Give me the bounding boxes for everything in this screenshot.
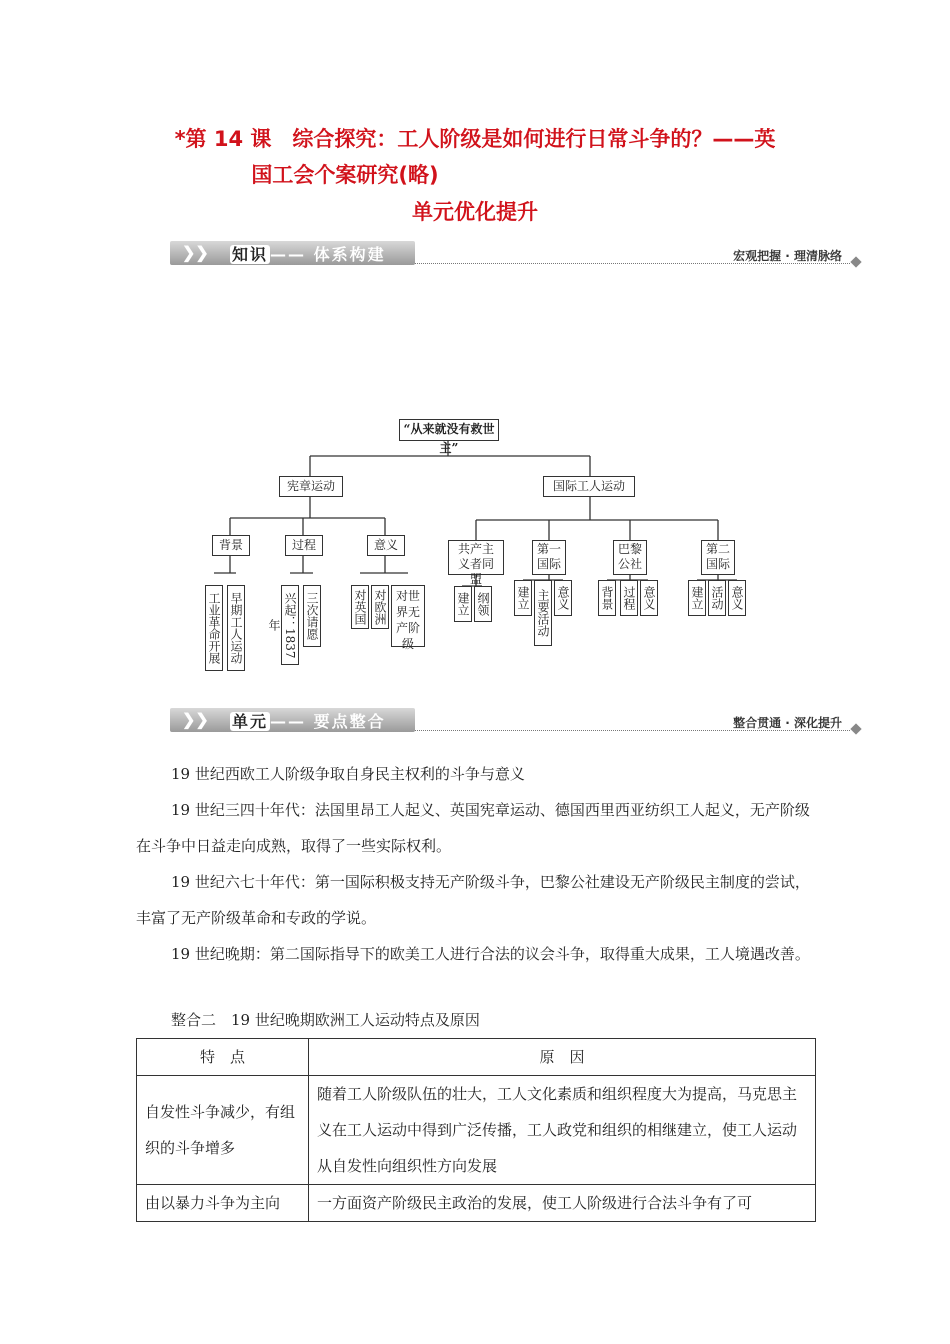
table-cell: 一方面资产阶级民主政治的发展，使工人阶级进行合法斗争有了可 (309, 1185, 816, 1222)
integration-two-heading: 整合二 19 世纪晚期欧洲工人运动特点及原因 (171, 1011, 480, 1029)
leaf-three-petitions: 三次请愿 (303, 585, 321, 647)
leaf-industrial-revolution: 工业革命开展 (205, 585, 223, 671)
leaf-pc-process: 过程 (620, 580, 638, 616)
leaf-early-labor: 早期工人运动 (227, 585, 245, 671)
lesson-title-line2: 国工会个案研究(略) (251, 163, 439, 187)
table-header-row (137, 1039, 816, 1076)
features-table (136, 1038, 816, 1222)
banner-label-big: 知识 (232, 245, 269, 264)
banner-label: —— 要点整合 (270, 712, 386, 731)
node-second-international: 第二国际 (701, 540, 735, 575)
section-title: 单元优化提升 (412, 200, 538, 224)
leaf-rise-1837: 兴起：1837年 (281, 585, 299, 665)
leaf-cl-program: 纲领 (474, 586, 492, 622)
banner-label-big: 单元 (232, 712, 269, 731)
diagram-root: “从来就没有救世主” (399, 419, 499, 441)
paragraph-heading: 19 世纪西欧工人阶级争取自身民主权利的斗争与意义 (171, 765, 525, 783)
table-row (137, 1185, 816, 1222)
node-paris-commune: 巴黎公社 (613, 540, 647, 575)
node-process: 过程 (285, 535, 323, 556)
leaf-si-significance: 意义 (728, 580, 746, 616)
leaf-si-activities: 活动 (708, 580, 726, 616)
leaf-pc-significance: 意义 (640, 580, 658, 616)
node-communist-league: 共产主义者同盟 (448, 540, 504, 575)
header-reason: 原 因 (309, 1039, 816, 1076)
diamond-icon (850, 723, 861, 734)
node-first-international: 第一国际 (532, 540, 566, 575)
table-row (137, 1076, 816, 1185)
paragraph-late-19c: 19 世纪晚期：第二国际指导下的欧美工人进行合法的议会斗争，取得重大成果，工人境遇改善。 (171, 945, 810, 963)
table-cell: 由以暴力斗争为主向 (137, 1185, 309, 1222)
leaf-to-world: 对世界无产阶级 (391, 585, 425, 647)
leaf-cl-establish: 建立 (454, 586, 472, 622)
leaf-to-europe: 对欧洲 (371, 585, 389, 629)
node-chartist: 宪章运动 (279, 476, 343, 497)
lesson-title-line1: *第 14 课 综合探究：工人阶级是如何进行日常斗争的？——英 (174, 127, 776, 151)
leaf-pc-background: 背景 (598, 580, 616, 616)
leaf-si-establish: 建立 (688, 580, 706, 616)
node-background: 背景 (212, 535, 250, 556)
banner-label: —— 体系构建 (270, 245, 386, 264)
leaf-fi-establish: 建立 (514, 580, 532, 616)
paragraph-1860s: 19 世纪六七十年代：第一国际积极支持无产阶级斗争，巴黎公社建设无产阶级民主制度的尝试，丰富了无产阶级革命和专政的学说。 (136, 873, 810, 927)
node-significance: 意义 (367, 535, 405, 556)
knowledge-banner: ❯❯ 知识 —— 体系构建 宏观把握 · 理清脉络 (170, 237, 860, 269)
banner-right-text: 整合贯通 · 深化提升 (733, 716, 842, 730)
leaf-fi-significance: 意义 (554, 580, 572, 616)
table-cell: 随着工人阶级队伍的壮大，工人文化素质和组织程度大为提高，马克思主义在工人运动中得到广泛传播，工人政党和组织的相继建立，使工人运动从自发性向组织性方向发展 (309, 1076, 816, 1185)
leaf-to-britain: 对英国 (351, 585, 369, 629)
node-international: 国际工人运动 (543, 476, 635, 497)
table-cell: 自发性斗争减少，有组织的斗争增多 (137, 1076, 309, 1185)
unit-banner: ❯❯ 单元 —— 要点整合 整合贯通 · 深化提升 (170, 704, 860, 736)
leaf-fi-activities: 主要活动 (534, 580, 552, 646)
header-feature: 特 点 (137, 1039, 309, 1076)
paragraph-1830s: 19 世纪三四十年代：法国里昂工人起义、英国宪章运动、德国西里西亚纺织工人起义，无产阶级在斗争中日益走向成熟，取得了一些实际权利。 (136, 801, 810, 855)
banner-right-text: 宏观把握 · 理清脉络 (733, 249, 842, 263)
